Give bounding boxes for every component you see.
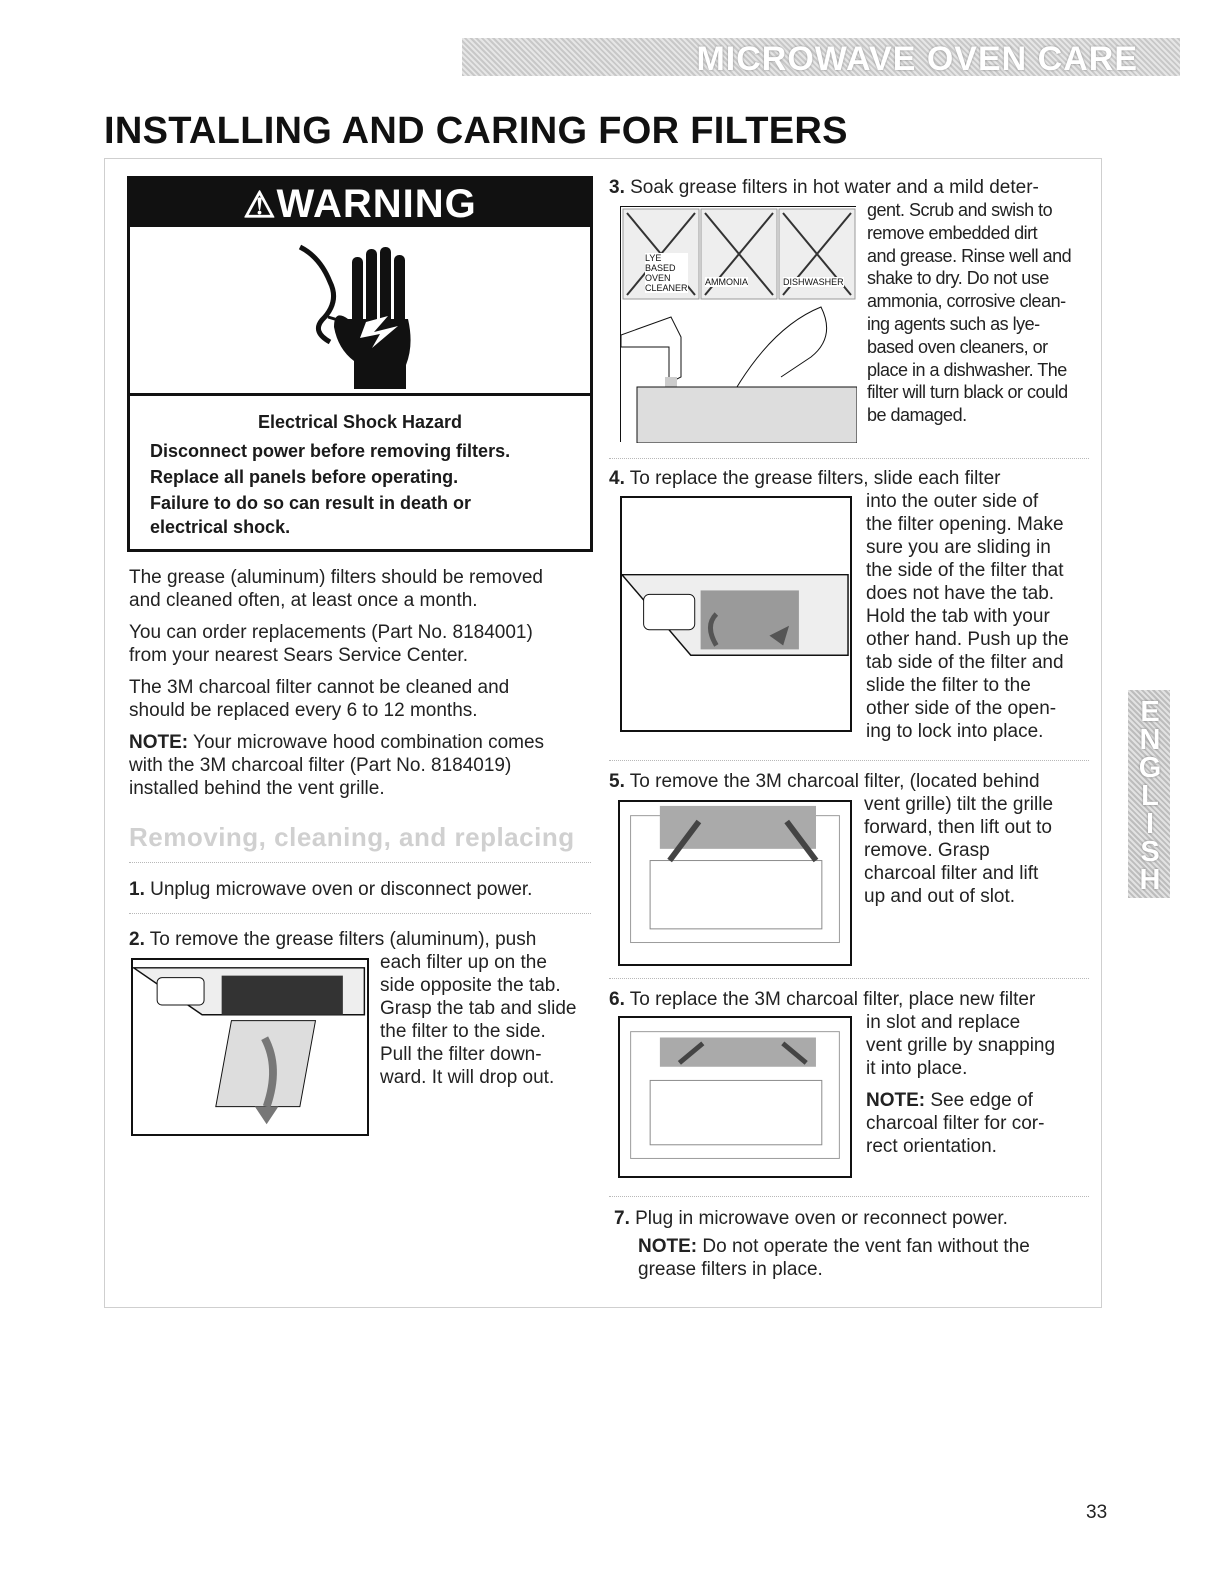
remove-grease-filter-illustration [131,958,369,1136]
step-text: the filter opening. Make [866,514,1064,535]
replace-grease-filter-illustration [620,496,852,732]
step-6-text [866,1011,1055,1158]
step-5-lead [609,770,1040,793]
step-number: 3. [609,177,625,198]
step-4-text [866,490,1069,743]
warning-text [130,393,590,549]
intro-line: The grease (aluminum) filters should be removed [129,567,543,588]
step-note: charcoal filter for cor- [866,1113,1045,1134]
intro-line: The 3M charcoal filter cannot be cleaned and [129,677,510,698]
step-2-lead [129,928,536,951]
step-number: 7. [614,1208,630,1229]
step-3-text [867,199,1071,427]
step-text: remove embedded dirt [867,222,1038,243]
step-text: into the outer side of [866,491,1039,512]
step-text: Unplug microwave oven or disconnect power. [144,879,533,900]
step-text: Grasp the tab and slide [380,998,577,1019]
intro-text [129,566,589,800]
step-1 [129,878,532,901]
step-text: other hand. Push up the [866,629,1069,650]
lye-label-line: LYE [645,253,662,263]
step-text: side opposite the tab. [380,975,561,996]
step-text: Hold the tab with your [866,606,1050,627]
warning-triangle-icon: ⚠ [243,184,277,225]
step-text: To remove the 3M charcoal filter, (located behind [624,771,1040,792]
lye-label-line: BASED [645,263,676,273]
section-header-text: MICROWAVE OVEN CARE [696,40,1138,78]
step-text: other side of the open- [866,698,1057,719]
step-note: grease filters in place. [638,1259,823,1280]
step-note: See edge of [925,1090,1033,1111]
step-text: be damaged. [867,405,967,426]
step-text: To replace the 3M charcoal filter, place new filter [624,989,1036,1010]
step-text: it into place. [866,1058,968,1079]
divider [609,760,1089,761]
step-text: filter will turn black or could [867,382,1068,403]
step-number: 4. [609,468,625,489]
shock-hand-icon [130,227,590,393]
dishwasher-label: DISHWASHER [783,277,844,287]
step-text: remove. Grasp [864,840,990,861]
lye-label [645,253,688,293]
intro-line: and cleaned often, at least once a month. [129,590,478,611]
soak-scene-icon [621,207,857,443]
page-number: 33 [1086,1502,1108,1523]
step-text: To replace the grease filters, slide each filter [624,468,1001,489]
step-text: vent grille) tilt the grille [864,794,1054,815]
step-text: in slot and replace [866,1012,1021,1033]
step-5-text [864,793,1053,908]
step-text: ing agents such as lye- [867,313,1040,334]
intro-line: You can order replacements (Part No. 8184001) [129,622,533,643]
note-label: NOTE: [129,732,189,753]
step-text: ward. It will drop out. [380,1067,555,1088]
divider [609,458,1089,459]
divider [609,978,1089,979]
step-text: vent grille by snapping [866,1035,1056,1056]
divider [129,862,591,863]
lye-label-line: OVEN [645,273,671,283]
step-number: 5. [609,771,625,792]
hazard-title: Electrical Shock Hazard [257,412,463,432]
step-number: 6. [609,989,625,1010]
section-header-bar [462,38,1180,76]
step-text: and grease. Rinse well and [867,245,1072,266]
remove-charcoal-filter-illustration [618,800,852,966]
intro-note: Your microwave hood combination comes [188,732,545,753]
step-7 [614,1207,1008,1230]
step-note: Do not operate the vent fan without the [697,1236,1030,1257]
intro-line: installed behind the vent grille. [129,778,385,799]
step-4-lead [609,467,1000,490]
warning-line: Replace all panels before operating. [150,467,459,487]
warning-header [130,179,590,227]
step-3-lead [609,176,1039,199]
step-number: 2. [129,929,145,950]
warning-line: Disconnect power before removing filters. [150,441,511,461]
step-text: place in a dishwasher. The [867,359,1067,380]
step-text: slide the filter to the [866,675,1031,696]
warning-line: Failure to do so can result in death or [150,493,472,513]
language-side-tab [1128,690,1170,898]
step-text: gent. Scrub and swish to [867,200,1053,220]
intro-line: from your nearest Sears Service Center. [129,645,468,666]
step-text: charcoal filter and lift [864,863,1039,884]
soak-filter-illustration [620,206,856,442]
step-text: the side of the filter that [866,560,1064,581]
lye-label-line: CLEANER [645,283,688,293]
step-text: forward, then lift out to [864,817,1052,838]
step-text: up and out of slot. [864,886,1016,907]
divider [129,913,591,914]
note-label: NOTE: [638,1236,698,1257]
step-note: rect orientation. [866,1136,997,1157]
step-text: ammonia, corrosive clean- [867,291,1066,312]
ammonia-label: AMMONIA [705,277,749,287]
step-text: To remove the grease filters (aluminum), push [144,929,537,950]
step-7-note [638,1235,1030,1281]
step-number: 1. [129,879,145,900]
intro-line: should be replaced every 6 to 12 months. [129,700,478,721]
page-title: INSTALLING AND CARING FOR FILTERS [104,110,848,152]
step-text: shake to dry. Do not use [867,268,1049,289]
language-side-tab-text: ENGLISH [1134,696,1166,892]
step-text: Soak grease filters in hot water and a mild deter- [624,177,1039,198]
step-2-text [380,951,576,1089]
intro-line: with the 3M charcoal filter (Part No. 8184019) [129,755,512,776]
step-text: does not have the tab. [866,583,1055,604]
step-text: sure you are sliding in [866,537,1051,558]
section-subheading: Removing, cleaning, and replacing [129,822,575,852]
step-text: based oven cleaners, or [867,336,1048,357]
warning-heading: WARNING [276,182,477,226]
step-text: the filter to the side. [380,1021,546,1042]
note-label: NOTE: [866,1090,926,1111]
step-text: Plug in microwave oven or reconnect power. [629,1208,1008,1229]
step-6-lead [609,988,1035,1011]
step-text: each filter up on the [380,952,547,973]
step-text: ing to lock into place. [866,721,1044,742]
divider [609,1196,1089,1197]
replace-charcoal-filter-illustration [618,1016,852,1178]
step-text: Pull the filter down- [380,1044,542,1065]
step-text: tab side of the filter and [866,652,1064,673]
warning-box [127,176,593,552]
warning-line: electrical shock. [150,517,291,537]
